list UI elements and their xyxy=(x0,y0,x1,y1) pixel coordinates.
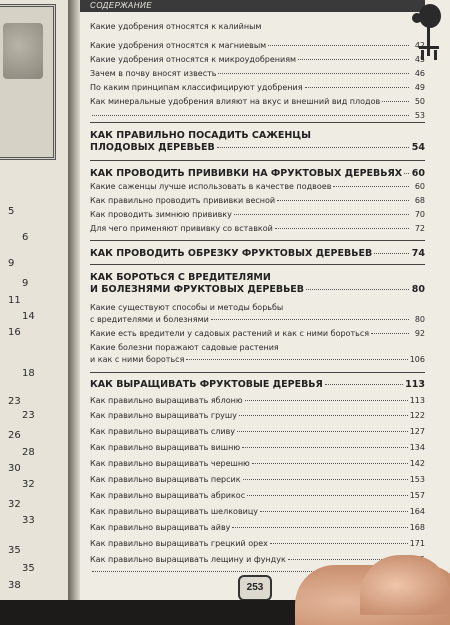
left-page-number: 16 xyxy=(8,327,21,338)
page-header xyxy=(80,0,425,12)
toc-page-number: 42 xyxy=(414,41,425,50)
left-page-number: 32 xyxy=(8,499,21,510)
toc-item-row xyxy=(90,523,425,532)
toc-entry-title: По каким принципам классифицируют удобрения xyxy=(90,83,303,92)
toc-item-row xyxy=(90,443,425,452)
toc-page-number: 60 xyxy=(411,168,425,179)
toc-item-row xyxy=(90,355,425,364)
dot-leader xyxy=(211,319,409,320)
left-page-number: 18 xyxy=(22,368,35,379)
toc-item-row xyxy=(90,41,425,50)
right-page xyxy=(80,0,450,600)
toc-section-row xyxy=(90,168,425,179)
toc-entry-title: Какие есть вредители у садовых растений и как с ними бороться xyxy=(90,329,370,338)
dot-leader xyxy=(237,431,408,432)
toc-item-row xyxy=(90,539,425,548)
toc-entry-title: Как правильно проводить прививки весной xyxy=(90,196,276,205)
toc-page-number: 134 xyxy=(409,443,425,452)
toc-page-number: 164 xyxy=(409,507,425,516)
toc-page-number: 171 xyxy=(409,539,425,548)
toc-item-row xyxy=(90,182,425,191)
toc-entry-title: КАК ПРОВОДИТЬ ОБРЕЗКУ ФРУКТОВЫХ ДЕРЕВЬЕВ xyxy=(90,248,373,259)
dot-leader xyxy=(232,527,407,528)
toc-item-row xyxy=(90,459,425,468)
left-page-number: 30 xyxy=(8,463,21,474)
toc-section-row xyxy=(90,284,425,295)
toc-item-row xyxy=(90,491,425,500)
left-page-number: 32 xyxy=(22,479,35,490)
page-number: 253 xyxy=(238,575,272,600)
toc-section-row xyxy=(90,379,425,390)
toc-entry-title: Какие саженцы лучше использовать в качестве подвоев xyxy=(90,182,332,191)
toc-page-number: 70 xyxy=(414,210,425,219)
dot-leader xyxy=(404,173,409,174)
toc-entry-title: и как с ними бороться xyxy=(90,355,185,364)
toc-entry-title: Как правильно выращивать сливу xyxy=(90,427,236,436)
dot-leader xyxy=(260,511,408,512)
toc-entry-title: Как правильно выращивать вишню xyxy=(90,443,241,452)
toc-section-title: КАК ПРАВИЛЬНО ПОСАДИТЬ САЖЕНЦЫ xyxy=(90,130,311,141)
toc-entry-title: Как проводить зимнюю прививку xyxy=(90,210,232,219)
toc-page-number: 113 xyxy=(409,396,425,405)
left-page-number: 9 xyxy=(22,278,29,289)
toc-page-number: 74 xyxy=(411,248,425,259)
toc-page-number: 54 xyxy=(411,142,425,153)
toc-item-row xyxy=(90,329,425,338)
dot-leader xyxy=(245,400,408,401)
toc-item-title: Какие удобрения относятся к калийным xyxy=(90,22,262,31)
left-page-number: 11 xyxy=(8,295,21,306)
toc-page-number: 80 xyxy=(411,284,425,295)
dot-leader xyxy=(298,59,409,60)
toc-page-number: 142 xyxy=(409,459,425,468)
left-page-number: 5 xyxy=(8,206,15,217)
left-page-number: 35 xyxy=(8,545,21,556)
toc-item-row xyxy=(90,210,425,219)
toc-page-number: 53 xyxy=(414,111,425,120)
toc-item-row xyxy=(90,83,425,92)
toc-entry-title: И БОЛЕЗНЯМИ ФРУКТОВЫХ ДЕРЕВЬЕВ xyxy=(90,284,305,295)
left-page-number: 6 xyxy=(22,232,29,243)
section-divider xyxy=(90,264,425,265)
toc-entry-title: Как правильно выращивать грушу xyxy=(90,411,237,420)
toc-page-number: 168 xyxy=(409,523,425,532)
dot-leader xyxy=(186,359,407,360)
dot-leader xyxy=(234,214,409,215)
toc-entry-title: Как правильно выращивать абрикос xyxy=(90,491,246,500)
toc-item-row xyxy=(90,396,425,405)
dot-leader xyxy=(325,384,403,385)
toc-item-row xyxy=(90,507,425,516)
dot-leader xyxy=(239,415,408,416)
toc-entry-title: Как правильно выращивать шелковицу xyxy=(90,507,259,516)
garden-ornament-icon xyxy=(410,2,444,62)
toc-item-title: Какие болезни поражают садовые растения xyxy=(90,343,279,352)
dot-leader xyxy=(92,115,409,116)
toc-item-row xyxy=(90,55,425,64)
dot-leader xyxy=(333,186,409,187)
toc-page-number: 45 xyxy=(414,55,425,64)
toc-page-number: 127 xyxy=(409,427,425,436)
dot-leader xyxy=(268,45,409,46)
toc-page-number: 157 xyxy=(409,491,425,500)
dot-leader xyxy=(374,253,409,254)
toc-section-title: КАК БОРОТЬСЯ С ВРЕДИТЕЛЯМИ xyxy=(90,272,271,283)
section-divider xyxy=(90,122,425,123)
left-page-number: 9 xyxy=(8,258,15,269)
toc-item-row xyxy=(90,224,425,233)
toc-page-number: 92 xyxy=(414,329,425,338)
left-page-number: 23 xyxy=(22,410,35,421)
dot-leader xyxy=(277,200,409,201)
dot-leader xyxy=(217,147,409,148)
toc-page-number: 68 xyxy=(414,196,425,205)
toc-entry-title: Как правильно выращивать лещину и фундук xyxy=(90,555,286,564)
left-page xyxy=(0,0,68,600)
left-page-number: 14 xyxy=(22,311,35,322)
toc-page-number: 60 xyxy=(414,182,425,191)
toc-item-title: Какие существуют способы и методы борьбы xyxy=(90,303,284,312)
toc-item-row xyxy=(90,196,425,205)
header-title: СОДЕРЖАНИЕ xyxy=(90,1,153,10)
toc-page-number: 50 xyxy=(414,97,425,106)
left-page-number: 33 xyxy=(22,515,35,526)
left-page-number: 35 xyxy=(22,563,35,574)
toc-page-number: 72 xyxy=(414,224,425,233)
toc-section-row xyxy=(90,248,425,259)
dot-leader xyxy=(305,87,409,88)
toc-page-number: 113 xyxy=(405,379,425,390)
toc-item-row xyxy=(90,315,425,324)
toc-entry-title: Какие удобрения относятся к микроудобрениям xyxy=(90,55,297,64)
left-page-number: 28 xyxy=(22,447,35,458)
toc-entry-title: Как правильно выращивать грецкий орех xyxy=(90,539,268,548)
dot-leader xyxy=(242,447,408,448)
toc-entry-title: Зачем в почву вносят известь xyxy=(90,69,217,78)
dot-leader xyxy=(270,543,408,544)
toc-entry-title: Для чего применяют прививку со вставкой xyxy=(90,224,273,233)
toc-entry-title: Как правильно выращивать персик xyxy=(90,475,241,484)
dot-leader xyxy=(218,73,409,74)
toc-item-row xyxy=(90,111,425,120)
toc-page-number: 49 xyxy=(414,83,425,92)
toc-item-row xyxy=(90,475,425,484)
toc-entry-title: с вредителями и болезнями xyxy=(90,315,209,324)
toc-page-number: 153 xyxy=(409,475,425,484)
toc-entry-title: Какие удобрения относятся к магниевым xyxy=(90,41,267,50)
toc-entry-title: Как минеральные удобрения влияют на вкус и внешний вид плодов xyxy=(90,97,381,106)
left-page-number: 26 xyxy=(8,430,21,441)
toc-item-row xyxy=(90,69,425,78)
toc-entry-title: КАК ПРОВОДИТЬ ПРИВИВКИ НА ФРУКТОВЫХ ДЕРЕВЬЯХ xyxy=(90,168,403,179)
dot-leader xyxy=(306,289,409,290)
toc-item-row xyxy=(90,427,425,436)
dot-leader xyxy=(371,333,409,334)
toc-entry-title: Как правильно выращивать айву xyxy=(90,523,231,532)
toc-entry-title: Как правильно выращивать черешню xyxy=(90,459,250,468)
toc-entry-title: ПЛОДОВЫХ ДЕРЕВЬЕВ xyxy=(90,142,215,153)
toc-item-row xyxy=(90,97,425,106)
dot-leader xyxy=(247,495,408,496)
section-divider xyxy=(90,240,425,241)
dot-leader xyxy=(275,228,409,229)
left-page-number: 38 xyxy=(8,580,21,591)
toc-page-number: 122 xyxy=(409,411,425,420)
toc-entry-title: КАК ВЫРАЩИВАТЬ ФРУКТОВЫЕ ДЕРЕВЬЯ xyxy=(90,379,323,390)
toc-page-number: 80 xyxy=(414,315,425,324)
toc-page-number: 46 xyxy=(414,69,425,78)
toc-item-row xyxy=(90,411,425,420)
section-divider xyxy=(90,372,425,373)
toc-entry-title: Как правильно выращивать яблоню xyxy=(90,396,243,405)
toc-page-number: 106 xyxy=(409,355,425,364)
left-page-illustration xyxy=(0,4,56,160)
toc-section-row xyxy=(90,142,425,153)
dot-leader xyxy=(243,479,408,480)
dot-leader xyxy=(252,463,408,464)
left-page-number: 23 xyxy=(8,396,21,407)
section-divider xyxy=(90,160,425,161)
dot-leader xyxy=(382,101,409,102)
